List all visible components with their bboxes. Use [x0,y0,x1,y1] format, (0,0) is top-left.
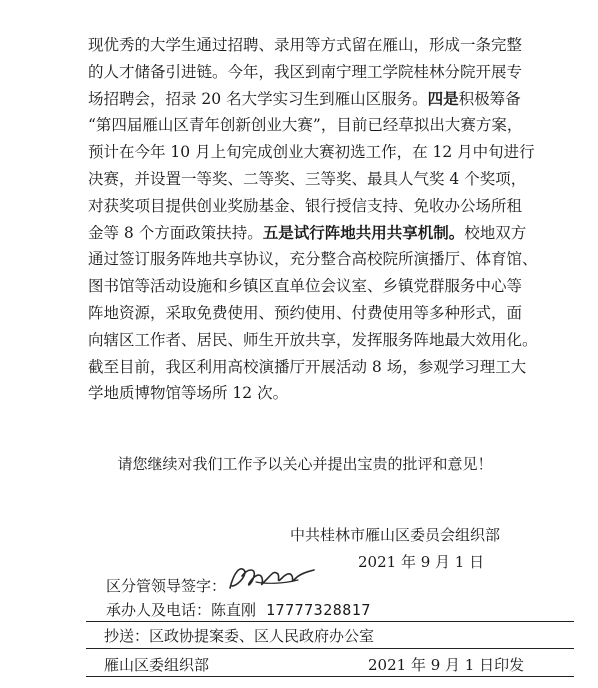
handwritten-signature [226,562,318,594]
body-line [88,193,528,220]
body-line-text: 对获奖项目提供创业奖励基金、银行授信支持、免收办公场所租 [88,196,523,215]
body-line-text: 向辖区工作者、居民、师生开放共享，发挥服务阵地最大效用化。 [88,330,538,349]
signing-organization: 中共桂林市雁山区委员会组织部 [290,526,501,544]
body-line [88,354,528,381]
body-line [88,273,528,300]
bold-heading-four: 四是 [427,88,459,108]
body-line [88,380,528,407]
body-line [88,166,528,193]
body-line [88,32,528,59]
divider-bottom [86,676,574,677]
issuer: 雁山区委组织部 [104,656,210,674]
print-date: 2021 年 9 月 1 日印发 [368,656,525,674]
cc-row [104,625,374,646]
body-line-text: 现优秀的大学生通过招聘、录用等方式留在雁山，形成一条完整 [88,36,523,54]
body-line [88,327,538,354]
leader-sign-label: 区分管领导签字： [106,577,227,595]
body-line-text: 金等 8 个方面政策扶持。 [88,223,263,242]
closing-remark: 请您继续对我们工作予以关心并提出宝贵的批评和意见！ [117,455,493,473]
contact-row [106,599,371,620]
body-line-text: “第四届雁山区青年创新创业大赛”，目前已经草拟出大赛方案， [88,116,523,135]
body-line-text: 决赛，并设置一等奖、二等奖、三等奖、最具人气奖 4 个奖项， [88,169,527,188]
body-line [88,86,528,113]
body-line [88,300,528,327]
divider-middle [86,648,574,649]
body-line-text: 阵地资源，采取免费使用、预约使用、付费使用等多种形式，面 [88,303,523,322]
body-line [88,112,528,139]
body-line [88,220,528,247]
body-line [88,139,535,166]
body-line [88,59,528,86]
cc-recipients: 区政协提案委、区人民政府办公室 [149,627,375,645]
contact-label: 承办人及电话： [106,601,212,619]
body-line-text: 图书馆等活动设施和乡镇区直单位会议室、乡镇党群服务中心等 [88,277,523,296]
body-line-text: 积极筹备 [458,89,521,108]
cc-label: 抄送： [104,627,150,645]
body-line-text: 场招聘会，招录 20 名大学实习生到雁山区服务。 [88,89,428,108]
body-line-text: 截至目前，我区利用高校演播厅开展活动 8 场，参观学习理工大 [88,357,527,376]
divider-top [86,621,574,622]
contact-phone: 17777328817 [266,601,371,619]
signing-date: 2021 年 9 月 1 日 [358,553,485,571]
bold-heading-five: 五是试行阵地共用共享机制。 [262,222,465,242]
body-line-text: 预计在今年 10 月上旬完成创业大赛初选工作，在 12 月中旬进行 [88,143,535,162]
body-line-text: 校地双方 [464,223,527,242]
body-line [88,246,538,273]
body-text [88,32,538,407]
contact-name: 陈直刚 [211,601,257,619]
body-line-text: 的人才储备引进链。今年，我区到南宁理工学院桂林分院开展专 [88,62,523,81]
body-line-text: 通过签订服务阵地共享协议，充分整合高校院所演播厅、体育馆、 [88,250,538,269]
body-line-text: 学地质博物馆等场所 12 次。 [88,384,289,403]
